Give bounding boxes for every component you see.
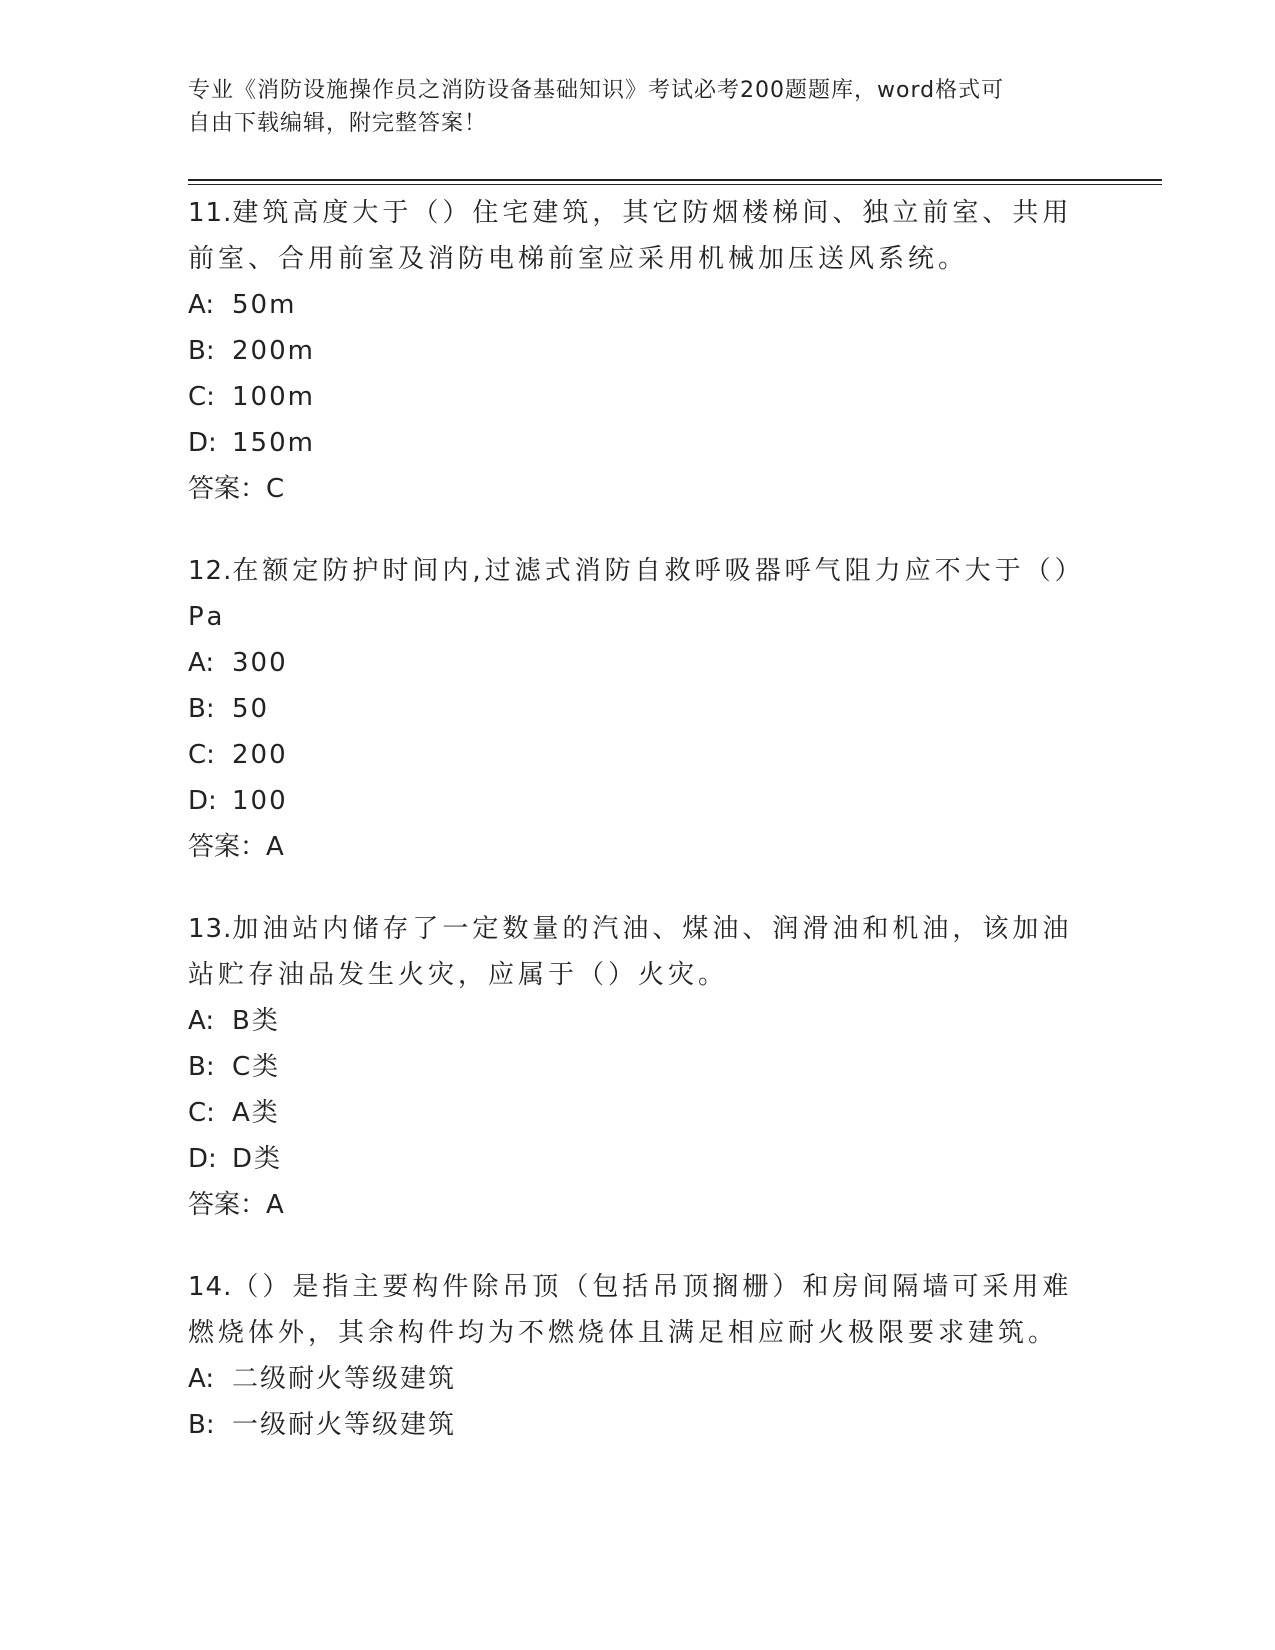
option-key: B: [188,336,215,366]
option-text: 50m [232,290,297,320]
question-11 [188,190,1088,512]
option-text: 150m [232,428,315,458]
option-text: 100 [232,786,288,816]
option-key: D: [188,1144,217,1174]
option-key: B: [188,1410,215,1440]
option-c [188,1090,1088,1136]
option-text: C类 [232,1052,281,1082]
question-14 [188,1264,1088,1448]
question-text: 在额定防护时间内,过滤式消防自救呼吸器呼气阻力应不大于（）Pa [188,556,1085,632]
option-b [188,686,1088,732]
option-text: 300 [232,648,288,678]
option-a [188,640,1088,686]
option-text: 50 [232,694,270,724]
question-text: 加油站内储存了一定数量的汽油、煤油、润滑油和机油，该加油站贮存油品发生火灾，应属于（）火灾。 [188,914,1073,990]
answer-line: 答案：C [188,474,285,504]
option-d [188,778,1088,824]
question-number: 12. [188,556,233,586]
option-c [188,732,1088,778]
option-d [188,420,1088,466]
option-text: 200 [232,740,288,770]
option-a [188,282,1088,328]
option-key: C: [188,1098,215,1128]
option-key: A: [188,290,215,320]
answer-line: 答案：A [188,832,284,862]
question-12 [188,548,1088,870]
question-text: 建筑高度大于（）住宅建筑，其它防烟楼梯间、独立前室、共用前室、合用前室及消防电梯前室应采用机械加压送风系统。 [188,198,1073,274]
header-line-2: 自由下载编辑，附完整答案！ [188,111,488,136]
question-stem [188,906,1088,998]
option-text: 100m [232,382,315,412]
option-text: A类 [232,1098,280,1128]
option-key: A: [188,1364,215,1394]
option-d [188,1136,1088,1182]
header-divider-thin [188,184,1162,185]
option-key: D: [188,428,217,458]
option-key: C: [188,740,215,770]
option-key: C: [188,382,215,412]
option-b [188,1044,1088,1090]
option-key: A: [188,648,215,678]
document-header [188,74,1088,140]
option-key: B: [188,1052,215,1082]
option-c [188,374,1088,420]
option-text: D类 [232,1144,283,1174]
question-stem [188,548,1088,640]
option-key: D: [188,786,217,816]
question-list [188,190,1088,1484]
option-text: 一级耐火等级建筑 [232,1410,457,1440]
option-b [188,328,1088,374]
header-line-1: 专业《消防设施操作员之消防设备基础知识》考试必考200题题库，word格式可 [188,78,1005,103]
option-text: 二级耐火等级建筑 [232,1364,457,1394]
question-number: 13. [188,914,233,944]
option-key: A: [188,1006,215,1036]
answer-line: 答案：A [188,1190,284,1220]
question-stem [188,1264,1088,1356]
option-a [188,1356,1088,1402]
header-divider-thick [188,179,1162,181]
option-a [188,998,1088,1044]
option-b [188,1402,1088,1448]
question-number: 14. [188,1272,233,1302]
option-text: B类 [232,1006,280,1036]
question-stem [188,190,1088,282]
question-number: 11. [188,198,233,228]
option-text: 200m [232,336,315,366]
question-13 [188,906,1088,1228]
question-text: （）是指主要构件除吊顶（包括吊顶搁栅）和房间隔墙可采用难燃烧体外，其余构件均为不燃烧体且满足相应耐火极限要求建筑。 [188,1272,1073,1348]
option-key: B: [188,694,215,724]
